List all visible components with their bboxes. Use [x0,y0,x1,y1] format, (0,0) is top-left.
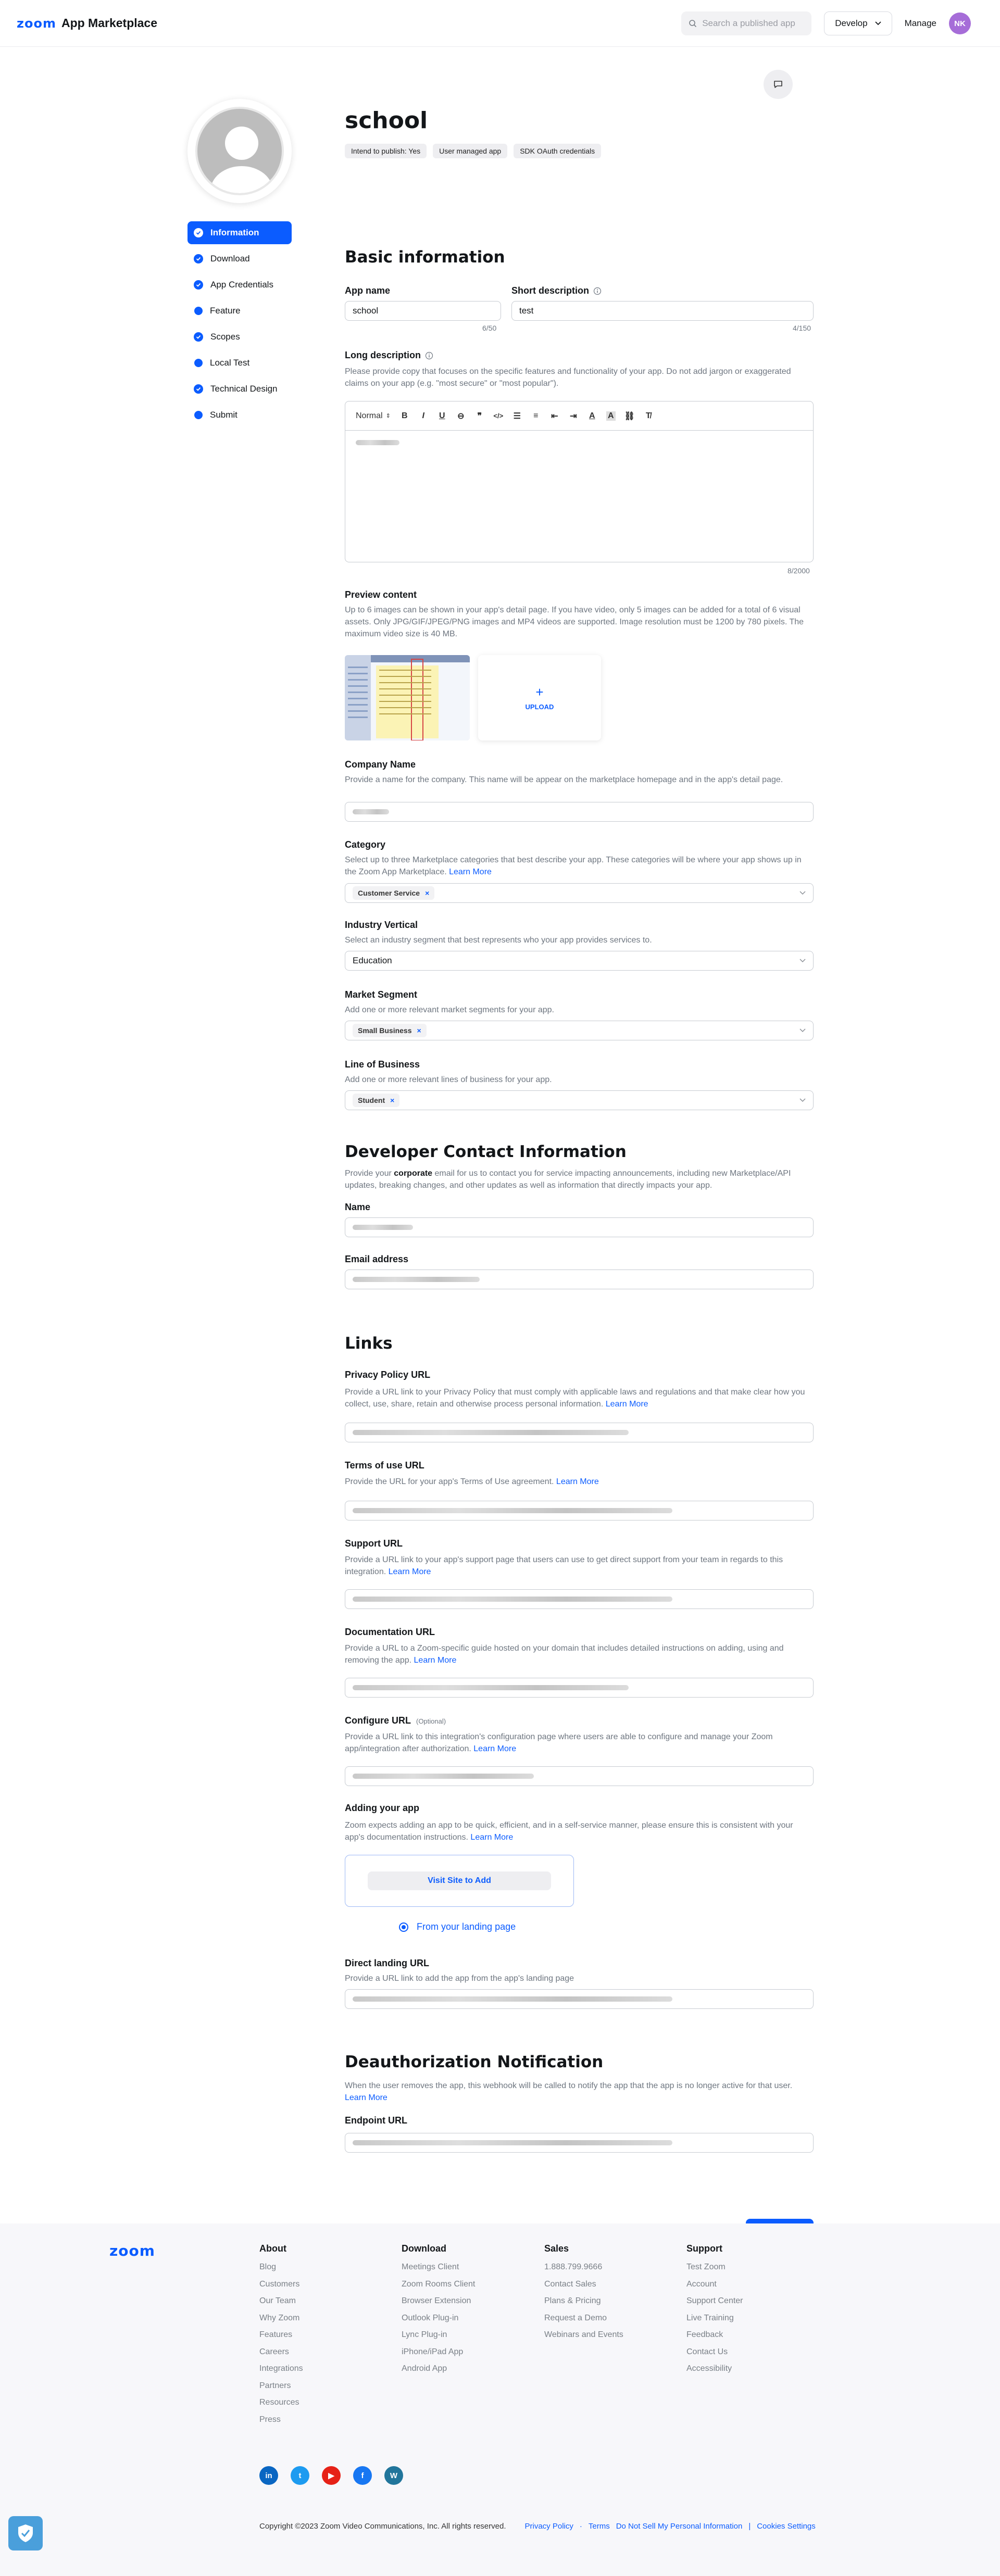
remove-chip-icon[interactable]: × [425,889,430,897]
redacted-text [353,2140,672,2145]
pending-dot-icon [194,411,203,419]
endpoint-label: Endpoint URL [345,2115,407,2126]
bold-icon[interactable]: B [402,411,408,420]
redacted-text [353,1597,672,1602]
chevron-down-icon [799,959,806,963]
social-links [259,2466,403,2485]
footer-link[interactable]: Support Center [686,2296,743,2305]
sidebar-item-label: App Credentials [210,280,273,290]
long-desc-label-wrap [345,350,433,361]
footer-col-download [402,2243,475,2381]
pending-dot-icon [194,307,203,315]
plus-icon: + [535,684,544,700]
check-icon [194,228,203,237]
contact-name-input[interactable] [345,1217,814,1237]
industry-select[interactable] [345,951,814,971]
linkedin-icon[interactable]: in [259,2466,278,2485]
legal-separator: | [748,2522,751,2531]
terms-label: Terms of use URL [345,1460,424,1471]
lob-label: Line of Business [345,1059,420,1070]
terms-help: Provide the URL for your app's Terms of Use agreement. Learn More [345,1477,599,1486]
editor-toolbar [345,401,813,431]
long-desc-editor[interactable] [345,401,814,562]
chevron-down-icon [799,891,806,895]
footer-link[interactable]: Plans & Pricing [544,2296,601,2305]
terms-learn-more[interactable]: Learn More [556,1477,599,1486]
lob-chip: Student × [353,1094,399,1107]
footer-col-title: About [259,2243,286,2254]
deauth-learn-more[interactable]: Learn More [345,2093,388,2103]
preview-help: Up to 6 images can be shown in your app's detail page. If you have video, only 5 images can be added for a total of 6 visual assets. Only JPG/GIF/JPEG/PNG images and MP4 videos are supported. Image resolution must be 1200 by 780 pixels. The maximum video size is 40 MB. [345,606,804,639]
sidebar-item-information[interactable] [188,221,292,244]
short-desc-input[interactable] [511,301,814,321]
code-icon[interactable]: </> [493,412,504,420]
doc-learn-more[interactable]: Learn More [414,1656,457,1665]
footer-col-support [686,2243,743,2381]
sidebar-item-label: Technical Design [210,384,278,394]
manage-link[interactable]: Manage [904,18,936,28]
radio-label: From your landing page [417,1921,516,1932]
category-help: Select up to three Marketplace categories that best describe your app. These categories will be where your app shows up in the Zoom App Marketplace. Learn More [345,856,802,877]
email-label: Email address [345,1254,409,1264]
app-tags [345,144,601,158]
sidebar-item-label: Feature [210,306,241,316]
doc-help: Provide a URL to a Zoom-specific guide hosted on your domain that includes detailed instructions on adding, using and removing the app. Learn More [345,1644,784,1665]
redacted-text [353,809,389,814]
redacted-text [353,1685,629,1690]
page-title: school [345,107,428,134]
add-app-preview [345,1855,574,1907]
config-help: Provide a URL link to this integration's configuration page where users are able to configure and manage your Zoom app/integration after authorization. Learn More [345,1732,773,1754]
config-learn-more[interactable]: Learn More [473,1744,517,1754]
config-label: Configure URL [345,1715,411,1726]
app-name-count: 6/50 [482,324,497,332]
sidebar-item-label: Submit [210,410,238,420]
chevron-down-icon [799,1028,806,1033]
default-avatar-icon [195,107,284,195]
deauth-help: When the user removes the app, this webhook will be called to notify the app that the app is no longer active for that user. Learn More [345,2081,793,2103]
short-desc-label-wrap [511,285,602,296]
config-optional: (Optional) [416,1717,446,1725]
config-url-input[interactable] [345,1766,814,1786]
privacy-help: Provide a URL link to your Privacy Policy that must comply with applicable laws and regulations and that make clear how you collect, use, share, retain and otherwise process personal information. Learn More [345,1388,805,1409]
preview-label: Preview content [345,589,417,600]
app-name-value: school [353,306,379,316]
app-name-input[interactable] [345,301,501,321]
user-avatar[interactable]: NK [949,12,971,34]
app-name-label: App name [345,285,391,296]
footer-link[interactable]: Accessibility [686,2364,732,2373]
footer-link[interactable]: Feedback [686,2330,723,2339]
footer-link[interactable]: Contact Sales [544,2279,596,2289]
footer-col-sales [544,2243,623,2347]
short-desc-label: Short description [511,285,590,296]
redacted-text [353,1996,672,2002]
format-select[interactable]: Normal ⇕ [356,411,391,420]
footer-link[interactable]: Lync Plug-in [402,2330,447,2339]
app-icon-upload[interactable] [188,99,292,203]
footer-link[interactable]: 1.888.799.9666 [544,2263,603,2271]
content-area [0,47,1000,2223]
market-chip: Small Business × [353,1024,427,1037]
config-label-wrap [345,1715,446,1726]
text-color-icon[interactable]: A [589,411,595,420]
long-desc-label: Long description [345,350,421,360]
short-desc-value: test [519,306,534,316]
footer-link[interactable]: Resources [259,2398,299,2407]
info-icon[interactable] [425,351,433,360]
italic-icon[interactable]: I [422,411,424,420]
redacted-text [353,1774,534,1779]
footer-link[interactable]: Press [259,2415,281,2424]
check-icon [194,254,203,263]
sidebar-item-app-credentials[interactable] [188,273,292,296]
privacy-shield-button[interactable] [8,2516,43,2550]
long-desc-count: 8/2000 [788,567,810,575]
direct-url-input[interactable] [345,1989,814,2009]
industry-label: Industry Vertical [345,920,418,930]
footer-link[interactable]: Integrations [259,2364,303,2373]
footer-col-title: Sales [544,2243,569,2254]
direct-label: Direct landing URL [345,1958,430,1968]
indent-icon[interactable]: ⇥ [570,411,577,421]
footer-link[interactable]: Android App [402,2364,447,2373]
redacted-text [353,1430,629,1435]
doc-label: Documentation URL [345,1627,435,1637]
check-icon [194,384,203,394]
strike-icon[interactable]: ⊖ [457,411,465,421]
footer [0,2223,1000,2576]
zoom-logo[interactable]: zoom [17,16,56,31]
links-heading: Links [345,1334,393,1353]
upload-button[interactable] [478,655,601,740]
brand-title[interactable]: App Marketplace [61,16,158,30]
remove-chip-icon[interactable]: × [417,1026,421,1035]
landing-page-option[interactable] [399,1921,516,1932]
remove-chip-icon[interactable]: × [390,1096,395,1104]
dev-contact-help: Provide your corporate email for us to contact you for service impacting announcements, including new Marketplace/API updates, breaking changes, and other updates as well as information that directly impacts your app. [345,1169,791,1190]
category-label: Category [345,839,386,850]
lob-select[interactable] [345,1090,814,1110]
sidebar-item-download[interactable] [188,247,292,270]
ordered-list-icon[interactable]: ☰ [513,411,521,421]
footer-link[interactable]: Meetings Client [402,2263,459,2271]
twitter-icon[interactable]: t [291,2466,309,2485]
footer-link[interactable]: Why Zoom [259,2313,300,2322]
check-icon [194,332,203,342]
clear-format-icon[interactable]: T̸ [645,411,651,420]
check-icon [194,280,203,290]
privacy-label: Privacy Policy URL [345,1369,431,1380]
upload-label: UPLOAD [525,702,554,711]
footer-link[interactable]: Contact Us [686,2347,728,2356]
footer-link[interactable]: Account [686,2279,717,2289]
doc-url-input[interactable] [345,1678,814,1698]
search-icon [689,19,697,28]
category-learn-more[interactable]: Learn More [449,868,492,877]
dev-contact-heading: Developer Contact Information [345,1142,627,1161]
top-bar [0,0,1000,47]
footer-link[interactable]: Careers [259,2347,289,2356]
cookies-settings-link[interactable]: Cookies Settings [757,2522,816,2531]
footer-link[interactable]: Our Team [259,2296,296,2305]
footer-link[interactable]: Partners [259,2381,291,2390]
support-help: Provide a URL link to your app's support page that users can use to get direct support from your team in regards to this integration. Learn More [345,1555,783,1577]
sidebar-item-feature[interactable] [188,299,292,322]
contact-name-label: Name [345,1202,371,1212]
facebook-icon[interactable]: f [353,2466,372,2485]
privacy-policy-link[interactable]: Privacy Policy [524,2522,573,2531]
sidebar-item-technical-design[interactable] [188,378,292,400]
category-select[interactable] [345,883,814,903]
chevron-down-icon [799,1098,806,1102]
footer-link[interactable]: iPhone/iPad App [402,2347,464,2356]
terms-url-input[interactable] [345,1501,814,1521]
pending-dot-icon [194,359,203,367]
quote-icon[interactable]: ❞ [477,411,482,421]
brand[interactable] [17,16,157,31]
tag-user-managed: User managed app [433,144,507,158]
main-form [345,47,814,2126]
support-learn-more[interactable]: Learn More [388,1567,431,1577]
info-icon[interactable] [593,287,602,295]
develop-dropdown[interactable] [824,11,892,35]
privacy-learn-more[interactable]: Learn More [605,1400,648,1409]
develop-label: Develop [835,18,868,28]
market-help: Add one or more relevant market segments for your app. [345,1006,554,1014]
deauth-heading: Deauthorization Notification [345,2053,604,2071]
sidebar-item-scopes[interactable] [188,325,292,348]
footer-zoom-logo[interactable]: zoom [109,2242,155,2259]
bullet-list-icon[interactable]: ≡ [533,411,539,420]
lob-help: Add one or more relevant lines of business for your app. [345,1075,552,1084]
sidebar-item-label: Local Test [210,358,250,368]
footer-link[interactable]: Zoom Rooms Client [402,2279,476,2289]
support-url-input[interactable] [345,1589,814,1609]
tag-publish: Intend to publish: Yes [345,144,427,158]
redacted-text [353,1508,672,1513]
industry-help: Select an industry segment that best represents who your app provides services to. [345,936,652,945]
sidebar-item-local-test[interactable] [188,351,292,374]
sidebar-item-label: Information [210,228,259,237]
footer-link[interactable]: Request a Demo [544,2313,607,2322]
outdent-icon[interactable]: ⇤ [551,411,558,421]
company-label: Company Name [345,759,416,770]
long-desc-help: Please provide copy that focuses on the specific features and functionality of your app. Do not add jargon or exaggerated claims on your app (e.g. "most secure" or "most popular"). [345,367,791,388]
do-not-sell-link[interactable]: Do Not Sell My Personal Information [616,2522,743,2531]
step-navigation [188,221,292,430]
footer-col-title: Support [686,2243,722,2254]
sidebar-item-label: Download [210,254,250,263]
redacted-text [356,440,399,445]
market-label: Market Segment [345,989,418,1000]
legal-separator: · [579,2522,582,2531]
visit-site-button[interactable]: Visit Site to Add [368,1871,551,1890]
preview-thumbnail[interactable] [345,655,470,740]
sidebar-item-submit[interactable] [188,404,292,426]
sidebar-item-label: Scopes [210,332,240,342]
footer-col-about [259,2243,303,2432]
youtube-icon[interactable]: ▶ [322,2466,341,2485]
support-label: Support URL [345,1538,403,1549]
underline-icon[interactable]: U [439,411,445,420]
redacted-text [353,1277,480,1282]
redacted-text [353,1225,413,1230]
privacy-url-input[interactable] [345,1423,814,1442]
highlight-icon[interactable]: A [606,411,616,421]
company-help: Provide a name for the company. This name will be appear on the marketplace homepage and in the app's detail page. [345,775,783,784]
footer-link[interactable]: Customers [259,2279,300,2289]
format-value: Normal [356,411,383,420]
tag-sdk-oauth: SDK OAuth credentials [514,144,601,158]
email-input[interactable] [345,1270,814,1289]
footer-link[interactable]: Outlook Plug-in [402,2313,459,2322]
wordpress-icon[interactable]: W [384,2466,403,2485]
shield-check-icon [17,2523,34,2543]
footer-link[interactable]: Test Zoom [686,2263,726,2271]
link-icon[interactable]: ⛓ [624,411,635,421]
basic-info-heading: Basic information [345,248,505,267]
company-input[interactable] [345,802,814,822]
adding-learn-more[interactable]: Learn More [470,1833,514,1842]
short-desc-count: 4/150 [793,324,811,332]
footer-link[interactable]: Features [259,2330,293,2339]
endpoint-url-input[interactable] [345,2133,814,2153]
search-input[interactable] [681,11,811,35]
copyright-row [259,2522,816,2531]
footer-link[interactable]: Webinars and Events [544,2330,623,2339]
copyright-text: Copyright ©2023 Zoom Video Communications, Inc. All rights reserved. [259,2522,506,2531]
adding-help: Zoom expects adding an app to be quick, efficient, and in a self-service manner, please ensure this is consistent with your app's documentation instructions. Learn More [345,1821,793,1842]
category-chip: Customer Service × [353,886,434,900]
chevron-down-icon [875,21,881,26]
footer-col-title: Download [402,2243,446,2254]
footer-link[interactable]: Live Training [686,2313,734,2322]
terms-link[interactable]: Terms [588,2522,610,2531]
market-select[interactable] [345,1021,814,1040]
adding-label: Adding your app [345,1803,419,1813]
footer-link[interactable]: Blog [259,2263,277,2271]
industry-value: Education [353,956,392,965]
footer-link[interactable]: Browser Extension [402,2296,471,2305]
direct-help: Provide a URL link to add the app from the app's landing page [345,1974,574,1983]
search-placeholder: Search a published app [702,18,795,28]
radio-selected-icon[interactable] [399,1922,408,1932]
